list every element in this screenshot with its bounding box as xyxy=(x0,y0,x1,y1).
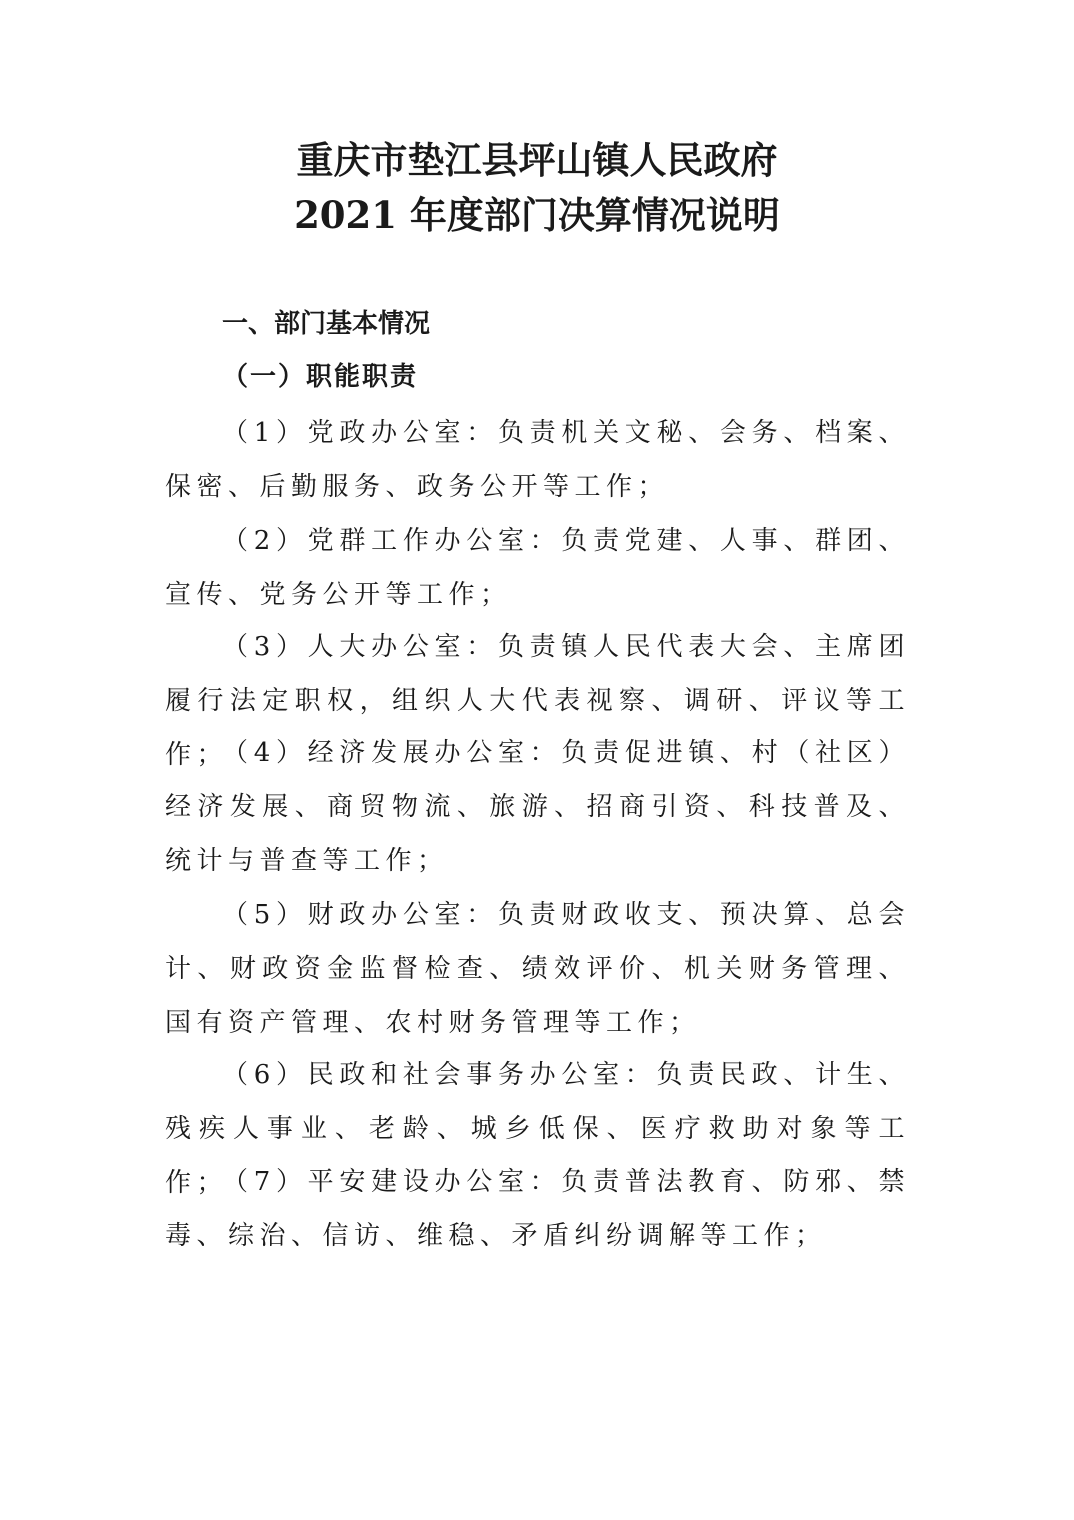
paragraph-economic-office: （4）经济发展办公室：负责促进镇、村（社区）经济发展、商贸物流、旅游、招商引资、科技普及、统计与普查等工作； xyxy=(165,738,910,876)
paragraph-party-mass-office: （2）党群工作办公室：负责党建、人事、群团、宣传、党务公开等工作； xyxy=(165,526,910,610)
document-title-line2: 2021 年度部门决算情况说明 xyxy=(294,193,780,237)
section-heading: 一、部门基本情况 xyxy=(222,309,431,339)
paragraph-npc-office: （3）人大办公室：负责镇人民代表大会、主席团履行法定职权，组织人大代表视察、调研、评议等工作； xyxy=(165,632,910,770)
document-title-line1: 重庆市垫江县坪山镇人民政府 xyxy=(296,138,778,182)
paragraph-party-office: （1）党政办公室：负责机关文秘、会务、档案、保密、后勤服务、政务公开等工作； xyxy=(165,418,910,502)
paragraph-finance-office: （5）财政办公室：负责财政收支、预决算、总会计、财政资金监督检查、绩效评价、机关财务管理、国有资产管理、农村财务管理等工作； xyxy=(165,900,910,1038)
paragraph-public-security-office: （7）平安建设办公室：负责普法教育、防邪、禁毒、综治、信访、维稳、矛盾纠纷调解等工作； xyxy=(165,1167,910,1251)
subsection-heading: （一）职能职责 xyxy=(222,362,419,392)
paragraph-civil-affairs-office: （6）民政和社会事务办公室：负责民政、计生、残疾人事业、老龄、城乡低保、医疗救助对象等工作； xyxy=(165,1060,910,1198)
